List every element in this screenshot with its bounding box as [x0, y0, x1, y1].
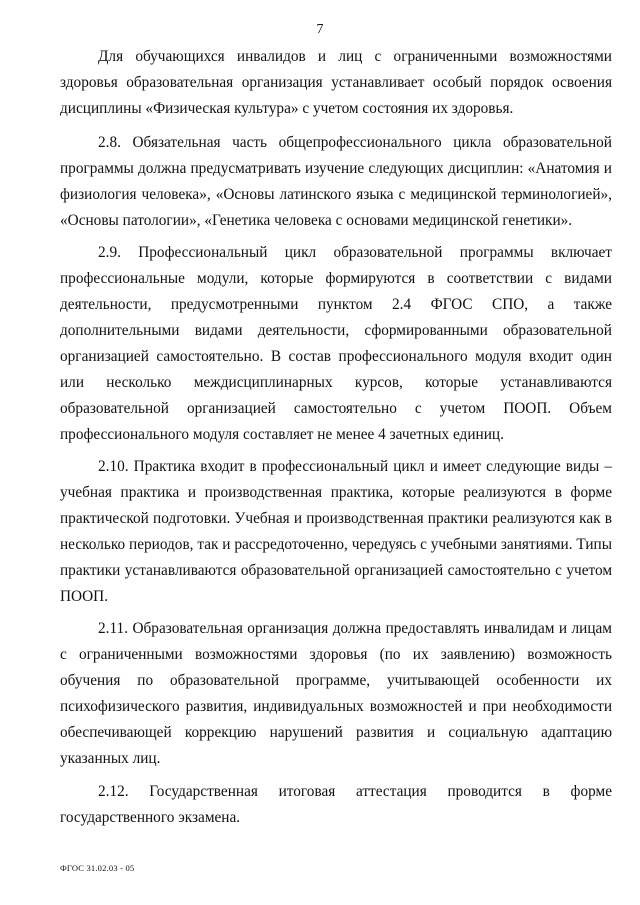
- page-number: 7: [316, 22, 324, 37]
- paragraph-disabled-students: Для обучающихся инвалидов и лиц с ограниченными возможностями здоровья образовательная организация устанавливает особый порядок освоения дисциплины «Физическая культура» с учетом состояния их здоровья.: [60, 48, 612, 117]
- document-footer-code: ФГОС 31.02.03 - 05: [60, 863, 135, 873]
- paragraph-2-12: 2.12. Государственная итоговая аттестация проводится в форме государственного экзамена.: [60, 783, 612, 826]
- paragraph-2-9: 2.9. Профессиональный цикл образовательной программы включает профессиональные модули, которые формируются в соответствии с видами деятельности, предусмотренными пунктом 2.4 ФГОС СПО, а также дополнительными видами деятельности, сформированными образовательной организацией самостоятельно. В состав профессионального модуля входит один или несколько междисциплинарных курсов, которые устанавливаются образовательной организацией самостоятельно с учетом ПООП. Объем профессионального модуля составляет не менее 4 зачетных единиц.: [60, 244, 612, 443]
- document-body: [60, 44, 612, 837]
- paragraph-2-11: 2.11. Образовательная организация должна предоставлять инвалидам и лицам с ограниченными возможностями здоровья (по их заявлению) возможность обучения по образовательной программе, учитывающей особенности их психофизического развития, индивидуальных возможностей и при необходимости обеспечивающей коррекцию нарушений развития и социальную адаптацию указанных лиц.: [60, 620, 612, 767]
- paragraph-2-8: 2.8. Обязательная часть общепрофессионального цикла образовательной программы должна предусматривать изучение следующих дисциплин: «Анатомия и физиология человека», «Основы латинского языка с медицинской терминологией», «Основы патологии», «Генетика человека с основами медицинской генетики».: [60, 134, 612, 229]
- paragraph-2-10: 2.10. Практика входит в профессиональный цикл и имеет следующие виды – учебная практика и производственная практика, которые реализуются в форме практической подготовки. Учебная и производственная практики реализуются как в несколько периодов, так и рассредоточенно, чередуясь с учебными занятиями. Типы практики устанавливаются образовательной организацией самостоятельно с учетом ПООП.: [60, 458, 612, 605]
